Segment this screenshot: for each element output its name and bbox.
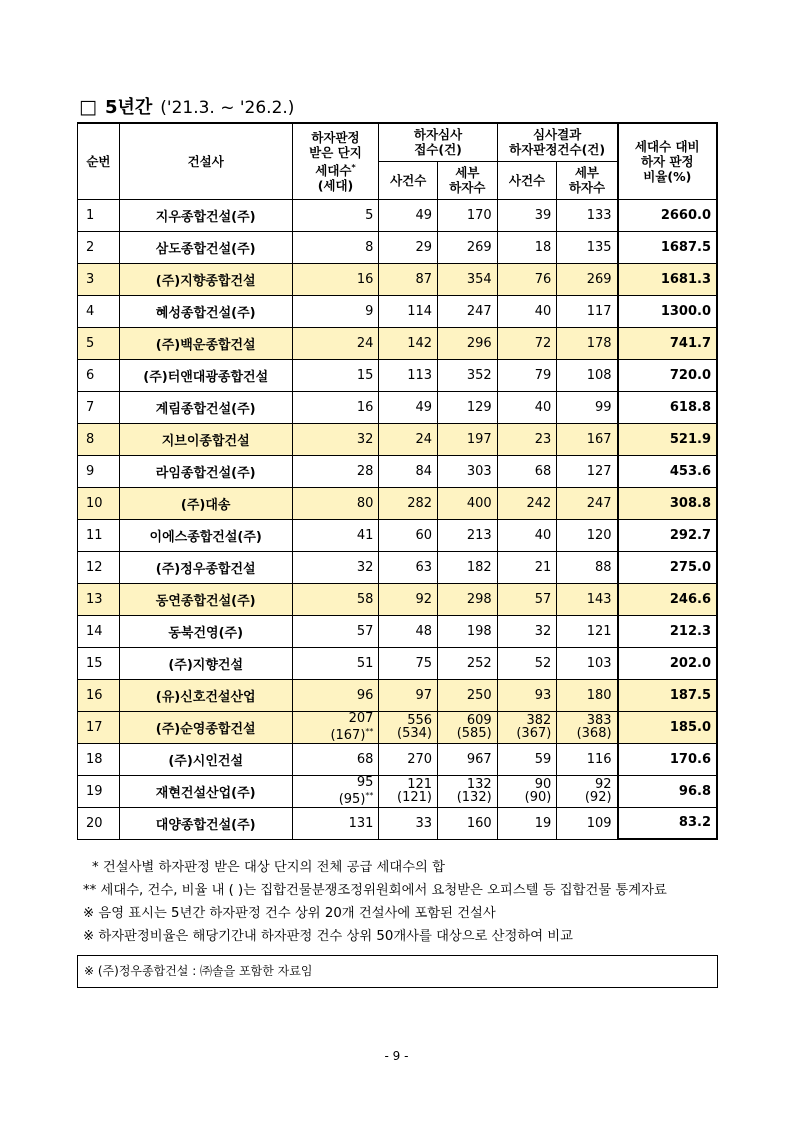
received-cases-cell: 49 [379,199,438,231]
company-cell: 지우종합건설(주) [119,199,292,231]
received-defects-cell: 609 (585) [438,711,498,743]
result-cases-cell: 382 (367) [497,711,557,743]
boxed-note: ※ (주)정우종합건설 : ㈜솔을 포함한 자료임 [77,955,718,988]
company-cell: 대양종합건설(주) [119,807,292,839]
households-cell: 32 [292,423,379,455]
company-cell: (주)정우종합건설 [119,551,292,583]
households-cell: 8 [292,231,379,263]
received-defects-cell: 129 [438,391,498,423]
table-row [78,359,718,391]
checkbox-square-icon: □ [79,96,97,118]
received-cases-cell: 63 [379,551,438,583]
table-row [78,679,718,711]
table-row [78,263,718,295]
rank-cell: 5 [78,327,120,359]
section-period: ('21.3. ~ '26.2.) [160,98,295,118]
result-defects-cell: 116 [557,743,618,775]
result-cases-cell: 19 [497,807,557,839]
rank-cell: 8 [78,423,120,455]
table-row [78,583,718,615]
rate-cell: 1300.0 [618,295,717,327]
received-cases-cell: 75 [379,647,438,679]
rank-cell: 14 [78,615,120,647]
received-cases-cell: 270 [379,743,438,775]
company-cell: (주)시인건설 [119,743,292,775]
rank-cell: 19 [78,775,120,807]
result-cases-cell: 93 [497,679,557,711]
result-defects-cell: 167 [557,423,618,455]
rate-cell: 2660.0 [618,199,717,231]
table-row [78,295,718,327]
received-defects-cell: 132 (132) [438,775,498,807]
company-cell: (주)지향건설 [119,647,292,679]
result-cases-cell: 40 [497,295,557,327]
company-cell: (주)대송 [119,487,292,519]
received-defects-cell: 354 [438,263,498,295]
households-cell: 95 (95)** [292,775,379,807]
footnote: ※ 하자판정비율은 해당기간내 하자판정 건수 상위 50개사를 대상으로 산정하여 비교 [83,929,573,944]
result-defects-cell: 269 [557,263,618,295]
rate-cell: 185.0 [618,711,717,743]
company-cell: 계림종합건설(주) [119,391,292,423]
rate-cell: 453.6 [618,455,717,487]
received-cases-cell: 97 [379,679,438,711]
page-number: - 9 - [384,1049,409,1063]
footnote: ※ 음영 표시는 5년간 하자판정 건수 상위 20개 건설사에 포함된 건설사 [83,906,496,921]
rank-cell: 12 [78,551,120,583]
table-row [78,231,718,263]
company-cell: (유)신호건설산업 [119,679,292,711]
result-cases-cell: 76 [497,263,557,295]
rank-cell: 4 [78,295,120,327]
header-company: 건설사 [119,123,292,199]
result-cases-cell: 242 [497,487,557,519]
rate-cell: 83.2 [618,807,717,839]
header-judgment-result: 심사결과 하자판정건수(건) [497,123,617,161]
received-defects-cell: 296 [438,327,498,359]
households-cell: 207 (167)** [292,711,379,743]
households-cell: 51 [292,647,379,679]
result-defects-cell: 127 [557,455,618,487]
rank-cell: 1 [78,199,120,231]
rank-cell: 3 [78,263,120,295]
result-defects-cell: 247 [557,487,618,519]
result-defects-cell: 383 (368) [557,711,618,743]
result-cases-cell: 23 [497,423,557,455]
rate-cell: 292.7 [618,519,717,551]
households-cell: 15 [292,359,379,391]
received-defects-cell: 160 [438,807,498,839]
table-row [78,391,718,423]
result-cases-cell: 90 (90) [497,775,557,807]
rank-cell: 9 [78,455,120,487]
received-cases-cell: 556 (534) [379,711,438,743]
header-result-cases: 사건수 [497,161,557,199]
table-row [78,423,718,455]
company-cell: (주)지향종합건설 [119,263,292,295]
households-cell: 41 [292,519,379,551]
table-row [78,775,718,807]
result-defects-cell: 120 [557,519,618,551]
rank-cell: 16 [78,679,120,711]
result-cases-cell: 39 [497,199,557,231]
result-cases-cell: 21 [497,551,557,583]
received-defects-cell: 170 [438,199,498,231]
company-cell: 지브이종합건설 [119,423,292,455]
company-cell: 혜성종합건설(주) [119,295,292,327]
received-cases-cell: 142 [379,327,438,359]
rank-cell: 18 [78,743,120,775]
rate-cell: 202.0 [618,647,717,679]
rank-cell: 10 [78,487,120,519]
rank-cell: 11 [78,519,120,551]
received-defects-cell: 250 [438,679,498,711]
table-row [78,743,718,775]
received-defects-cell: 303 [438,455,498,487]
households-cell: 80 [292,487,379,519]
received-cases-cell: 49 [379,391,438,423]
company-cell: (주)백운종합건설 [119,327,292,359]
rank-cell: 2 [78,231,120,263]
result-defects-cell: 133 [557,199,618,231]
result-cases-cell: 52 [497,647,557,679]
received-defects-cell: 352 [438,359,498,391]
rate-cell: 170.6 [618,743,717,775]
rate-cell: 212.3 [618,615,717,647]
result-cases-cell: 32 [497,615,557,647]
households-cell: 96 [292,679,379,711]
received-cases-cell: 84 [379,455,438,487]
footnotes [83,856,667,948]
company-cell: 이에스종합건설(주) [119,519,292,551]
received-cases-cell: 29 [379,231,438,263]
received-defects-cell: 967 [438,743,498,775]
company-cell: 재현건설산업(주) [119,775,292,807]
received-cases-cell: 24 [379,423,438,455]
company-cell: 라임종합건설(주) [119,455,292,487]
rate-cell: 96.8 [618,775,717,807]
received-cases-cell: 114 [379,295,438,327]
table-body [78,199,718,839]
rate-cell: 741.7 [618,327,717,359]
received-cases-cell: 60 [379,519,438,551]
received-defects-cell: 247 [438,295,498,327]
households-cell: 131 [292,807,379,839]
header-received-cases: 사건수 [379,161,438,199]
result-defects-cell: 180 [557,679,618,711]
result-defects-cell: 117 [557,295,618,327]
received-cases-cell: 92 [379,583,438,615]
header-no: 순번 [78,123,120,199]
company-cell: 동연종합건설(주) [119,583,292,615]
company-cell: 삼도종합건설(주) [119,231,292,263]
rate-cell: 187.5 [618,679,717,711]
households-cell: 24 [292,327,379,359]
defect-ranking-table [77,122,718,840]
received-cases-cell: 121 (121) [379,775,438,807]
rate-cell: 521.9 [618,423,717,455]
result-cases-cell: 68 [497,455,557,487]
result-defects-cell: 108 [557,359,618,391]
received-defects-cell: 298 [438,583,498,615]
result-cases-cell: 18 [497,231,557,263]
rate-cell: 618.8 [618,391,717,423]
table-row [78,327,718,359]
result-defects-cell: 121 [557,615,618,647]
rate-cell: 720.0 [618,359,717,391]
header-households: 하자판정 받은 단지 세대수* (세대) [292,123,379,199]
received-defects-cell: 182 [438,551,498,583]
result-defects-cell: 178 [557,327,618,359]
received-cases-cell: 48 [379,615,438,647]
rank-cell: 6 [78,359,120,391]
section-heading [79,93,294,119]
result-cases-cell: 79 [497,359,557,391]
result-defects-cell: 143 [557,583,618,615]
result-defects-cell: 88 [557,551,618,583]
header-received-defects: 세부 하자수 [438,161,498,199]
households-cell: 58 [292,583,379,615]
households-cell: 5 [292,199,379,231]
households-cell: 16 [292,263,379,295]
table-row [78,199,718,231]
households-cell: 28 [292,455,379,487]
table-row [78,519,718,551]
company-cell: 동북건영(주) [119,615,292,647]
footnote: * 건설사별 하자판정 받은 대상 단지의 전체 공급 세대수의 합 [92,860,445,875]
rate-cell: 308.8 [618,487,717,519]
section-title: 5년간 [104,97,153,118]
households-cell: 57 [292,615,379,647]
result-cases-cell: 40 [497,391,557,423]
received-defects-cell: 400 [438,487,498,519]
rank-cell: 13 [78,583,120,615]
households-cell: 32 [292,551,379,583]
header-review-received: 하자심사 접수(건) [379,123,497,161]
rate-cell: 1687.5 [618,231,717,263]
company-cell: (주)터앤대광종합건설 [119,359,292,391]
result-cases-cell: 40 [497,519,557,551]
table-row [78,455,718,487]
footnote: ** 세대수, 건수, 비율 내 ( )는 집합건물분쟁조정위원회에서 요청받은 오피스텔 등 집합건물 통계자료 [83,883,667,898]
result-defects-cell: 99 [557,391,618,423]
table-row [78,647,718,679]
rank-cell: 7 [78,391,120,423]
received-defects-cell: 252 [438,647,498,679]
rank-cell: 20 [78,807,120,839]
received-defects-cell: 213 [438,519,498,551]
households-cell: 9 [292,295,379,327]
company-cell: (주)순영종합건설 [119,711,292,743]
table-row [78,807,718,839]
households-cell: 16 [292,391,379,423]
rank-cell: 15 [78,647,120,679]
rate-cell: 246.6 [618,583,717,615]
received-defects-cell: 198 [438,615,498,647]
result-cases-cell: 57 [497,583,557,615]
rank-cell: 17 [78,711,120,743]
table-row [78,711,718,743]
result-defects-cell: 135 [557,231,618,263]
received-cases-cell: 282 [379,487,438,519]
table-row [78,615,718,647]
header-rate: 세대수 대비 하자 판정 비율(%) [618,123,717,199]
received-cases-cell: 33 [379,807,438,839]
result-defects-cell: 103 [557,647,618,679]
households-cell: 68 [292,743,379,775]
result-defects-cell: 92 (92) [557,775,618,807]
received-cases-cell: 113 [379,359,438,391]
table-row [78,487,718,519]
result-cases-cell: 59 [497,743,557,775]
header-result-defects: 세부 하자수 [557,161,618,199]
received-cases-cell: 87 [379,263,438,295]
result-defects-cell: 109 [557,807,618,839]
received-defects-cell: 269 [438,231,498,263]
table-row [78,551,718,583]
rate-cell: 275.0 [618,551,717,583]
rate-cell: 1681.3 [618,263,717,295]
result-cases-cell: 72 [497,327,557,359]
received-defects-cell: 197 [438,423,498,455]
